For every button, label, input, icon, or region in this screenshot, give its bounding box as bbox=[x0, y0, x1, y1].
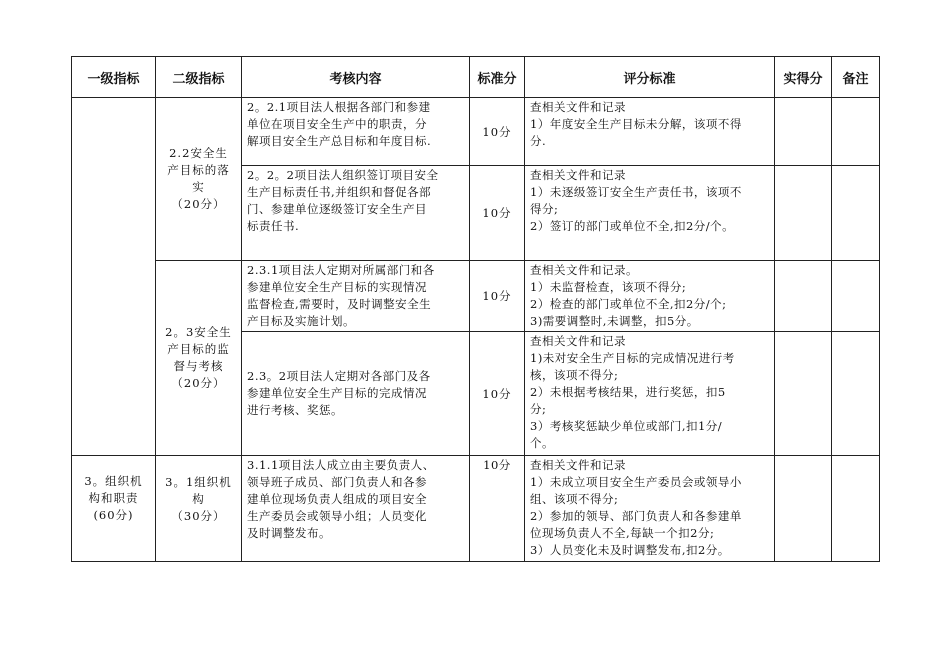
content-text: 2.3.1项目法人定期对所属部门和各 参建单位安全生产目标的实现情况 监督检查,需要时，及时调整安全生 产目标及实施计划。 bbox=[247, 263, 435, 328]
content-cell bbox=[242, 332, 470, 456]
actual-score-cell[interactable] bbox=[775, 332, 832, 456]
criteria-text: 查相关文件和记录 1）年度安全生产目标未分解，该项不得 分. bbox=[530, 100, 742, 148]
content-text: 3.1.1项目法人成立由主要负责人、 领导班子成员、部门负责人和各参 建单位现场负责人组成的项目安全 生产委员会或领导小组；人员变化 及时调整发布。 bbox=[247, 458, 435, 540]
actual-score-cell[interactable] bbox=[775, 166, 832, 261]
level1-cell bbox=[72, 98, 156, 456]
score-cell: 10分 bbox=[470, 261, 525, 332]
remarks-cell[interactable] bbox=[832, 166, 880, 261]
criteria-cell bbox=[525, 261, 775, 332]
level2-cell bbox=[156, 261, 242, 456]
remarks-cell[interactable] bbox=[832, 98, 880, 166]
actual-score-cell[interactable] bbox=[775, 98, 832, 166]
table-row bbox=[72, 261, 880, 332]
level2-cell bbox=[156, 456, 242, 562]
criteria-cell bbox=[525, 98, 775, 166]
header-actual-score: 实得分 bbox=[775, 57, 832, 98]
content-cell bbox=[242, 166, 470, 261]
table-row bbox=[72, 98, 880, 166]
remarks-cell[interactable] bbox=[832, 332, 880, 456]
level1-cell bbox=[72, 456, 156, 562]
header-remarks: 备注 bbox=[832, 57, 880, 98]
header-level2: 二级指标 bbox=[156, 57, 242, 98]
header-row bbox=[72, 57, 880, 98]
assessment-table bbox=[71, 56, 880, 562]
criteria-text: 查相关文件和记录。 1）未监督检查，该项不得分; 2）检查的部门或单位不全,扣2分/个; 3)需要调整时,未调整，扣5分。 bbox=[530, 263, 727, 328]
header-criteria: 评分标准 bbox=[525, 57, 775, 98]
score-cell: 10分 bbox=[470, 166, 525, 261]
score-cell: 10分 bbox=[470, 332, 525, 456]
header-level1: 一级指标 bbox=[72, 57, 156, 98]
table-row bbox=[72, 456, 880, 562]
score-cell bbox=[470, 456, 525, 562]
content-text: 2.3。2项目法人定期对各部门及各 参建单位安全生产目标的完成情况 进行考核、奖惩。 bbox=[247, 369, 431, 417]
content-cell bbox=[242, 456, 470, 562]
level1-text: 3。组织机 构和职责 (60分) bbox=[84, 474, 143, 522]
remarks-cell[interactable] bbox=[832, 456, 880, 562]
remarks-cell[interactable] bbox=[832, 261, 880, 332]
criteria-cell bbox=[525, 332, 775, 456]
criteria-text: 查相关文件和记录 1）未逐级签订安全生产责任书，该项不 得分; 2）签订的部门或单位不全,扣2分/个。 bbox=[530, 168, 742, 233]
criteria-cell bbox=[525, 166, 775, 261]
content-cell bbox=[242, 98, 470, 166]
score-text: 10分 bbox=[483, 458, 511, 472]
content-text: 2。2.1项目法人根据各部门和参建 单位在项目安全生产中的职责，分 解项目安全生产总目标和年度目标. bbox=[247, 100, 432, 148]
score-cell: 10分 bbox=[470, 98, 525, 166]
header-standard-score: 标准分 bbox=[470, 57, 525, 98]
actual-score-cell[interactable] bbox=[775, 456, 832, 562]
content-text: 2。2。2项目法人组织签订项目安全 生产目标责任书,并组织和督促各部 门、参建单位逐级签订安全生产目 标责任书. bbox=[247, 168, 439, 233]
level2-text: 2.2安全生 产目标的落 实 （20分） bbox=[167, 146, 230, 211]
criteria-cell bbox=[525, 456, 775, 562]
level2-text: 3。1组织机 构 （30分） bbox=[165, 475, 232, 523]
content-cell bbox=[242, 261, 470, 332]
level2-cell bbox=[156, 98, 242, 261]
actual-score-cell[interactable] bbox=[775, 261, 832, 332]
level2-text: 2。3安全生 产目标的监 督与考核 （20分） bbox=[165, 325, 232, 390]
criteria-text: 查相关文件和记录 1）未成立项目安全生产委员会或领导小 组、该项不得分; 2）参加的领导、部门负责人和各参建单 位现场负责人不全,每缺一个扣2分; 3）人员变化未及时调整发布,扣2分。 bbox=[530, 458, 742, 557]
header-content: 考核内容 bbox=[242, 57, 470, 98]
criteria-text: 查相关文件和记录 1)未对安全生产目标的完成情况进行考 核，该项不得分; 2）未根据考核结果，进行奖惩，扣5 分; 3）考核奖惩缺少单位或部门,扣1分/ 个。 bbox=[530, 334, 735, 450]
